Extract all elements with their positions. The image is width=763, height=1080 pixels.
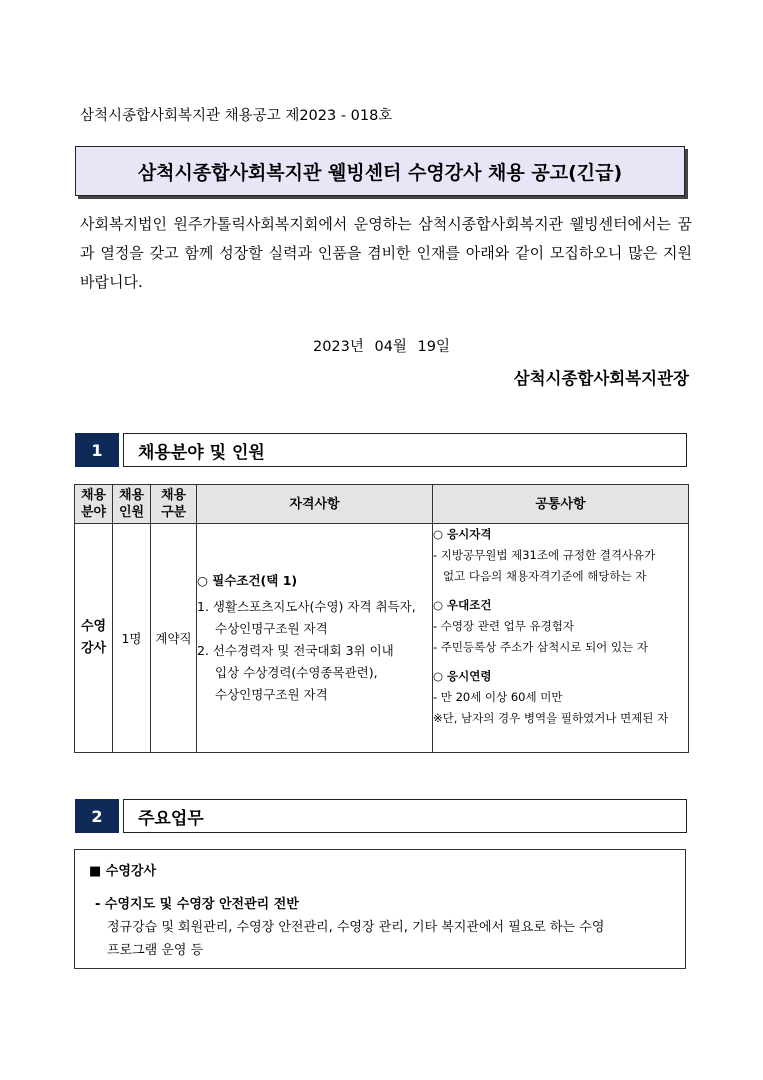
qualification-item-1-cont: 수상인명구조원 자격 — [215, 621, 328, 636]
cell-count: 1명 — [113, 524, 151, 753]
section-2-number: 2 — [75, 799, 119, 833]
table-row — [75, 524, 689, 753]
common-line: - 지방공무원법 제31조에 규정한 결격사유가 — [433, 548, 656, 562]
common-line: - 주민등록상 주소가 삼척시로 되어 있는 자 — [433, 640, 648, 654]
cell-qualification — [197, 524, 433, 753]
common-heading: ○ 우대조건 — [433, 598, 492, 612]
duties-title: ■ 수영강사 — [89, 864, 157, 879]
header-common: 공통사항 — [433, 485, 689, 524]
duties-line: 프로그램 운영 등 — [107, 943, 204, 958]
header-type: 채용 구분 — [151, 485, 197, 524]
cell-common — [433, 524, 689, 753]
header-count: 채용 인원 — [113, 485, 151, 524]
qualification-item-2-cont: 수상인명구조원 자격 — [215, 687, 328, 702]
section-1-number: 1 — [75, 433, 119, 467]
page-title: 삼척시종합사회복지관 웰빙센터 수영강사 채용 공고(긴급) — [75, 146, 685, 196]
table-header-row — [75, 485, 689, 524]
section-1-header — [75, 433, 687, 467]
intro-paragraph: 사회복지법인 원주가톨릭사회복지회에서 운영하는 삼척시종합사회복지관 웰빙센터에서는 꿈과 열정을 갖고 함께 성장할 실력과 인품을 겸비한 인재를 아래와 같이 모집하오니 많은 지원 바랍니다. — [80, 215, 692, 291]
duties-box — [74, 849, 686, 969]
common-line: - 만 20세 이상 60세 미만 — [433, 690, 563, 704]
qualification-heading: ○ 필수조건(택 1) — [197, 573, 298, 588]
common-heading: ○ 응시자격 — [433, 527, 492, 541]
duties-subtitle: - 수영지도 및 수영장 안전관리 전반 — [95, 897, 299, 912]
common-line: ※단, 남자의 경우 병역을 필하였거나 면제된 자 — [433, 711, 669, 725]
notice-number: 삼척시종합사회복지관 채용공고 제2023 - 018호 — [80, 108, 393, 124]
common-line: 없고 다음의 채용자격기준에 해당하는 자 — [443, 569, 647, 583]
section-2-header — [75, 799, 687, 833]
qualification-item-2: 2. 선수경력자 및 전국대회 3위 이내 — [197, 643, 394, 658]
duties-description — [107, 916, 671, 962]
common-line: - 수영장 관련 업무 유경험자 — [433, 619, 574, 633]
header-qualification: 자격사항 — [197, 485, 433, 524]
signer: 삼척시종합사회복지관장 — [513, 369, 689, 388]
announcement-date: 2023년 04월 19일 — [312, 339, 451, 355]
common-heading: ○ 응시연령 — [433, 669, 492, 683]
cell-field: 수영 강사 — [75, 524, 113, 753]
qualification-item-1: 1. 생활스포츠지도사(수영) 자격 취득자, — [197, 599, 416, 614]
header-field: 채용 분야 — [75, 485, 113, 524]
section-2-title: 주요업무 — [123, 799, 687, 833]
recruitment-table — [74, 484, 689, 753]
duties-line: 정규강습 및 회원관리, 수영장 안전관리, 수영장 관리, 기타 복지관에서 필요로 하는 수영 — [107, 920, 605, 935]
cell-type: 계약직 — [151, 524, 197, 753]
qualification-item-2-cont: 입상 수상경력(수영종목관련), — [215, 665, 378, 680]
section-1-title: 채용분야 및 인원 — [123, 433, 687, 467]
